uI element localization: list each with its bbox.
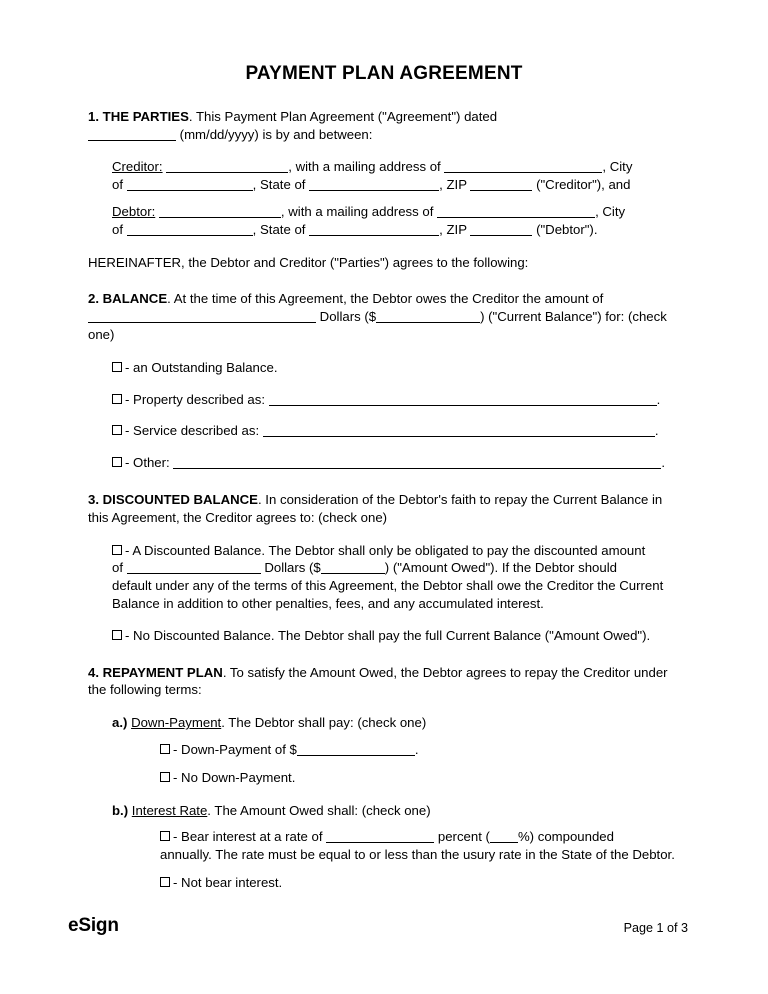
date-fill-line[interactable] bbox=[88, 127, 176, 141]
checkbox-row-down-payment-amount[interactable] bbox=[160, 741, 680, 759]
section4-heading: 4. REPAYMENT PLAN bbox=[88, 664, 223, 680]
section-balance bbox=[88, 290, 680, 472]
section4-intro-text: . To satisfy the Amount Owed, the Debtor agrees to repay the Creditor under the following terms: bbox=[88, 664, 668, 698]
checkbox-label: - an Outstanding Balance. bbox=[125, 359, 278, 375]
discounted-amount-fill-line[interactable] bbox=[321, 560, 385, 574]
checkbox-icon[interactable] bbox=[160, 744, 170, 754]
creditor-address-fill-line[interactable] bbox=[444, 159, 602, 173]
debtor-label: Debtor: bbox=[112, 203, 156, 219]
checkbox-icon[interactable] bbox=[160, 877, 170, 887]
subsection-a-marker: a.) bbox=[112, 715, 128, 731]
creditor-city-text: , City bbox=[602, 159, 633, 175]
section2-intro-text: . At the time of this Agreement, the Debtor owes the Creditor the amount of bbox=[167, 291, 604, 307]
checkbox-row-not-bear-interest[interactable] bbox=[160, 874, 680, 892]
creditor-state-text: , State of bbox=[252, 177, 306, 193]
checkbox-label: - Bear interest at a rate of bbox=[173, 829, 323, 845]
checkbox-row-no-down-payment[interactable] bbox=[160, 769, 680, 787]
creditor-label: Creditor: bbox=[112, 159, 163, 175]
balance-amount-fill-line[interactable] bbox=[376, 309, 480, 323]
creditor-name-fill-line[interactable] bbox=[166, 159, 288, 173]
checkbox-icon[interactable] bbox=[112, 394, 122, 404]
checkbox-row-property-described[interactable] bbox=[112, 391, 680, 409]
checkbox-row-discounted-balance[interactable] bbox=[112, 542, 680, 613]
section2-dollars-close: ) ("Current Balance") for: (check one) bbox=[88, 309, 667, 342]
subsection-b-title: Interest Rate bbox=[131, 802, 208, 818]
debtor-end-text: ("Debtor"). bbox=[536, 221, 598, 237]
subsection-a-down-payment-header bbox=[112, 714, 680, 732]
debtor-state-text: , State of bbox=[252, 221, 306, 237]
discounted-dollars-word: Dollars ($ bbox=[264, 560, 321, 576]
creditor-block bbox=[112, 158, 680, 194]
creditor-mid-text: , with a mailing address of bbox=[288, 159, 441, 175]
discounted-balance-options-list bbox=[112, 542, 680, 645]
interest-percent-word: percent ( bbox=[437, 829, 490, 845]
creditor-city-fill-line[interactable] bbox=[127, 177, 253, 191]
debtor-state-fill-line[interactable] bbox=[309, 222, 439, 236]
checkbox-icon[interactable] bbox=[112, 457, 122, 467]
section-discounted-balance bbox=[88, 491, 680, 645]
debtor-zip-fill-line[interactable] bbox=[470, 222, 532, 236]
checkbox-label: - Not bear interest. bbox=[173, 874, 283, 890]
checkbox-row-outstanding-balance[interactable] bbox=[112, 359, 680, 377]
debtor-mid-text: , with a mailing address of bbox=[280, 203, 434, 219]
debtor-block bbox=[112, 203, 680, 239]
checkbox-label: - No Discounted Balance. The Debtor shall pay the full Current Balance ("Amount Owed"). bbox=[125, 627, 651, 643]
property-period: . bbox=[656, 391, 661, 407]
discounted-of-text: of bbox=[112, 560, 123, 576]
subsection-b-intro: . The Amount Owed shall: (check one) bbox=[207, 802, 431, 818]
section1-intro-text: . This Payment Plan Agreement ("Agreement") dated bbox=[188, 108, 498, 124]
checkbox-icon[interactable] bbox=[112, 425, 122, 435]
interest-percent-close: %) compounded bbox=[517, 829, 614, 845]
checkbox-label: - Service described as: bbox=[125, 423, 260, 439]
discounted-balance-detail-text: default under any of the terms of this Agreement, the Debtor shall owe the Creditor the Current Balance in addition to other penalties, fees, and any accumulated interest. bbox=[112, 578, 664, 611]
checkbox-row-bear-interest[interactable] bbox=[160, 828, 680, 864]
down-payment-options-list bbox=[160, 741, 680, 787]
debtor-address-fill-line[interactable] bbox=[437, 204, 595, 218]
down-payment-period: . bbox=[414, 741, 419, 757]
section1-heading: 1. THE PARTIES bbox=[88, 108, 189, 124]
creditor-zip-fill-line[interactable] bbox=[470, 177, 532, 191]
checkbox-icon[interactable] bbox=[112, 545, 122, 555]
down-payment-amount-fill-line[interactable] bbox=[297, 742, 415, 756]
subsection-a-intro: . The Debtor shall pay: (check one) bbox=[221, 715, 427, 731]
other-period: . bbox=[661, 455, 666, 471]
checkbox-label: - Property described as: bbox=[125, 391, 265, 407]
section2-heading: 2. BALANCE bbox=[88, 291, 168, 307]
page-footer bbox=[68, 915, 688, 945]
service-period: . bbox=[654, 423, 659, 439]
checkbox-icon[interactable] bbox=[112, 362, 122, 372]
section3-intro-paragraph bbox=[88, 491, 680, 527]
checkbox-label: - No Down-Payment. bbox=[173, 769, 296, 785]
section2-dollars-word: Dollars ($ bbox=[319, 309, 377, 325]
hereinafter-paragraph: HEREINAFTER, the Debtor and Creditor ("Parties") agrees to the following: bbox=[88, 254, 529, 270]
interest-rate-percent-fill-line[interactable] bbox=[490, 829, 518, 843]
section1-intro-paragraph bbox=[88, 108, 680, 144]
section-the-parties bbox=[88, 108, 680, 272]
subsection-b-interest-rate-header bbox=[112, 802, 680, 820]
creditor-zip-text: , ZIP bbox=[439, 177, 467, 193]
property-description-fill-line[interactable] bbox=[269, 392, 657, 406]
checkbox-row-no-discounted-balance[interactable] bbox=[112, 627, 680, 645]
section3-intro-text: . In consideration of the Debtor's faith to repay the Current Balance in this Agreement, the Creditor agrees to: (check one) bbox=[88, 491, 663, 525]
discounted-amount-words-fill-line[interactable] bbox=[127, 560, 261, 574]
creditor-end-text: ("Creditor"), and bbox=[536, 177, 631, 193]
creditor-of-text: of bbox=[112, 177, 123, 193]
esign-logo: eSign bbox=[68, 915, 119, 936]
page-number: Page 1 of 3 bbox=[623, 921, 688, 935]
debtor-of-text: of bbox=[112, 221, 123, 237]
subsection-b-marker: b.) bbox=[112, 802, 129, 818]
interest-rate-words-fill-line[interactable] bbox=[326, 829, 434, 843]
service-description-fill-line[interactable] bbox=[263, 423, 655, 437]
balance-options-list bbox=[112, 359, 680, 472]
debtor-city-text: , City bbox=[595, 203, 626, 219]
checkbox-row-service-described[interactable] bbox=[112, 422, 680, 440]
discounted-after-text: ) ("Amount Owed"). If the Debtor should bbox=[384, 560, 617, 576]
checkbox-label: - Down-Payment of $ bbox=[173, 741, 297, 757]
section1-date-suffix: (mm/dd/yyyy) is by and between: bbox=[179, 126, 373, 142]
checkbox-label: - A Discounted Balance. The Debtor shall only be obligated to pay the discounted amount bbox=[125, 542, 646, 558]
debtor-zip-text: , ZIP bbox=[439, 221, 467, 237]
section4-intro-paragraph bbox=[88, 664, 680, 700]
other-description-fill-line[interactable] bbox=[173, 455, 661, 469]
section3-heading: 3. DISCOUNTED BALANCE bbox=[88, 491, 258, 507]
subsection-a-title: Down-Payment bbox=[131, 715, 222, 731]
checkbox-icon[interactable] bbox=[112, 630, 122, 640]
page-title: PAYMENT PLAN AGREEMENT bbox=[245, 63, 523, 84]
checkbox-icon[interactable] bbox=[160, 831, 170, 841]
creditor-state-fill-line[interactable] bbox=[309, 177, 439, 191]
section2-intro-paragraph bbox=[88, 290, 680, 343]
balance-amount-words-fill-line[interactable] bbox=[88, 309, 316, 323]
interest-rate-options-list bbox=[160, 828, 680, 891]
checkbox-label: - Other: bbox=[125, 455, 170, 471]
checkbox-row-other[interactable] bbox=[112, 454, 680, 472]
debtor-city-fill-line[interactable] bbox=[127, 222, 253, 236]
checkbox-icon[interactable] bbox=[160, 772, 170, 782]
document-content bbox=[88, 0, 680, 892]
section-repayment-plan bbox=[88, 664, 680, 892]
bear-interest-detail-text: annually. The rate must be equal to or less than the usury rate in the State of the Debtor. bbox=[160, 847, 675, 863]
debtor-name-fill-line[interactable] bbox=[159, 204, 281, 218]
